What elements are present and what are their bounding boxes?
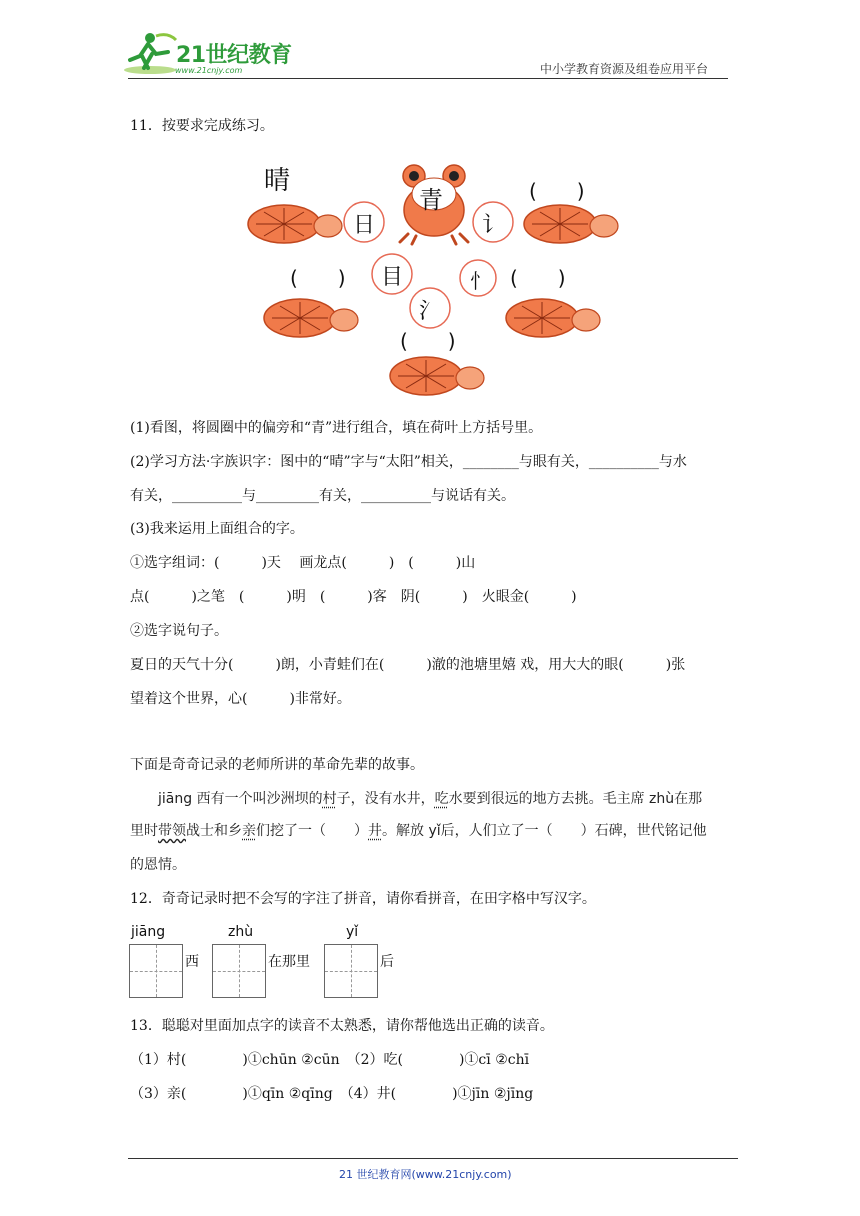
story-text: jiāng 西有一个叫沙洲坝的: [158, 791, 323, 807]
leaf-top-left: [248, 205, 342, 243]
q13-row2: （3）亲( )①qīn ②qīng （4）井( )①jīn ②jīng: [130, 1086, 534, 1102]
q11-title: 11．按要求完成练习。: [130, 118, 274, 134]
dotted-char-cun: 村: [322, 791, 337, 807]
q11-part3-words-line1: ①选字组词：( )天 画龙点( ) ( )山: [130, 555, 476, 571]
q13-title: 13．聪聪对里面加点字的读音不太熟悉，请你帮他选出正确的读音。: [130, 1018, 554, 1034]
q13-row1: （1）村( )①chūn ②cūn （2）吃( )①cī ②chī: [130, 1052, 530, 1068]
q11-part1: (1)看图，将圆圈中的偏旁和“青”进行组合，填在荷叶上方括号里。: [130, 420, 543, 436]
leaf-mid-right: [506, 299, 600, 337]
dotted-char-chi: 吃: [434, 791, 449, 807]
radical-xin: 忄: [470, 269, 490, 293]
pinyin-jiang: jiāng: [131, 924, 166, 940]
story-text: 水要到很远的地方去挑。毛主席 zhù在那: [448, 791, 703, 807]
q11-part2-line2: 有关，__________与_________有关，__________与说话有关。: [130, 488, 515, 504]
paren-top-right: ( ): [529, 179, 585, 203]
wavy-word-dailing: 带领: [158, 823, 186, 839]
leaf-top-right: [524, 205, 618, 243]
tianzige-box-2[interactable]: [212, 944, 266, 998]
header-divider: [128, 78, 728, 79]
radical-mu: 目: [381, 265, 404, 290]
radical-yan: 讠: [482, 213, 505, 238]
q11-part3-sentence-label: ②选字说句子。: [130, 623, 228, 639]
footer-divider: [128, 1158, 738, 1159]
dotted-char-jing: 井: [368, 823, 382, 839]
q11-part3: (3)我来运用上面组合的字。: [130, 521, 304, 537]
char-qing-sun: 晴: [264, 166, 291, 196]
q12-after-3: 后: [380, 954, 394, 970]
q11-part3-words-line2: 点( )之笔 ( )明 ( )客 阴( ) 火眼金( ): [130, 589, 577, 605]
tianzige-box-3[interactable]: [324, 944, 378, 998]
q11-part3-sentence-line1: 夏日的天气十分( )朗，小青蛙们在( )澈的池塘里嬉 戏，用大大的眼( )张: [130, 657, 686, 673]
site-name: 中小学教育资源及组卷应用平台: [540, 62, 709, 76]
story-line3: 的恩情。: [130, 857, 186, 873]
paren-mid-right: ( ): [510, 266, 566, 290]
paren-mid-left: ( ): [290, 266, 346, 290]
pinyin-yi: yǐ: [346, 924, 359, 940]
radical-ri: 日: [353, 213, 376, 238]
q12-after-2: 在那里: [268, 954, 310, 970]
q11-part2-line1: (2)学习方法·字族识字：图中的“晴”字与“太阳”相关，________与眼有关，__________与水: [130, 454, 687, 470]
story-line2: [130, 820, 707, 840]
logo-url: www.21cnjy.com: [175, 66, 243, 75]
story-line1: [158, 788, 702, 808]
story-text: 战士和乡: [186, 823, 242, 839]
q11-part3-sentence-line2: 望着这个世界，心( )非常好。: [130, 691, 351, 707]
story-text: 。解放 yǐ后，人们立了一（ ）石碑，世代铭记他: [382, 823, 707, 839]
story-intro: 下面是奇奇记录的老师所讲的革命先辈的故事。: [130, 757, 424, 773]
paren-bottom: ( ): [400, 329, 456, 353]
tianzige-box-1[interactable]: [129, 944, 183, 998]
char-frog: 青: [419, 186, 443, 214]
story-text: 里时: [130, 823, 158, 839]
logo-text: 21世纪教育: [176, 43, 292, 68]
dotted-char-qin: 亲: [242, 823, 256, 839]
footer-text[interactable]: 21 世纪教育网(www.21cnjy.com): [339, 1168, 512, 1181]
runner-logo-icon: [120, 30, 180, 78]
leaf-mid-left: [264, 299, 358, 337]
story-text: 们挖了一（ ）: [256, 823, 368, 839]
leaf-bottom: [390, 357, 484, 395]
q12-after-1: 西: [185, 954, 199, 970]
radical-shui: 氵: [419, 299, 442, 324]
pinyin-zhu: zhù: [228, 924, 254, 940]
q12-title: 12．奇奇记录时把不会写的字注了拼音，请你看拼音，在田字格中写汉字。: [130, 891, 596, 907]
story-text: 子，没有水井，: [336, 791, 435, 807]
